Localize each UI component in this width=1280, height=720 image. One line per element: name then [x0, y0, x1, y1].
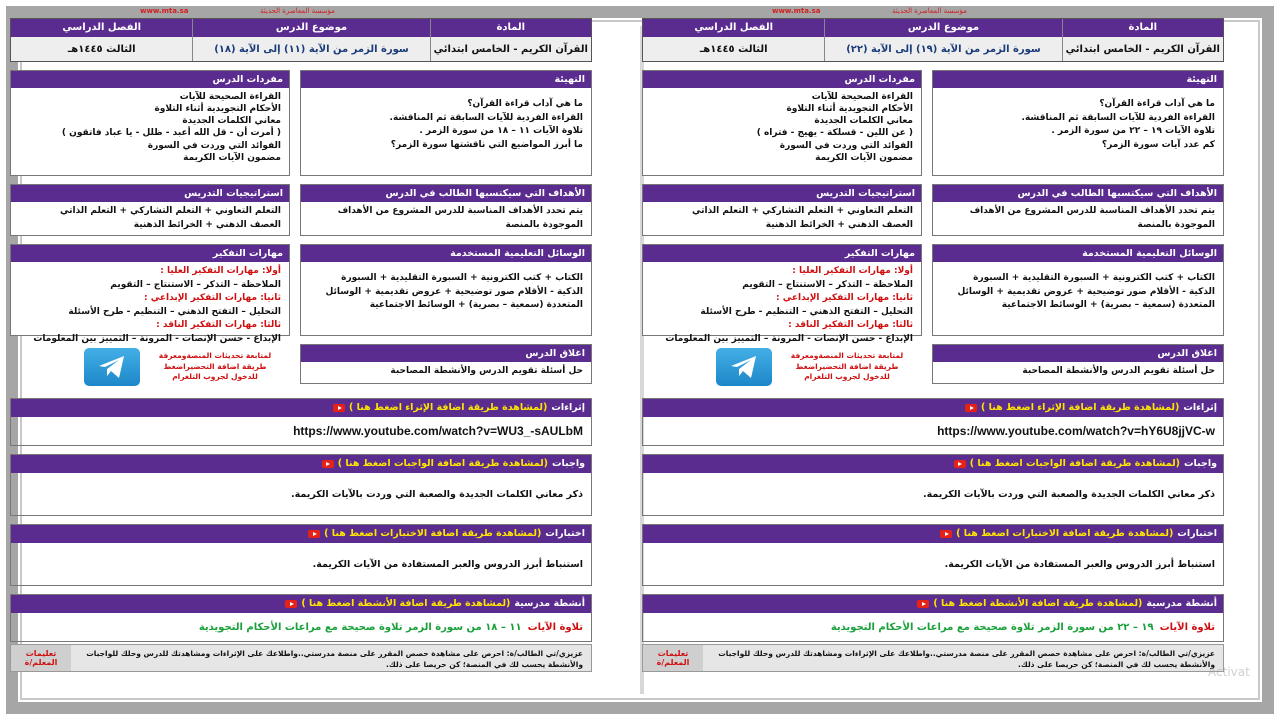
text-line: الأحكام التجويدية أثناء التلاوة [786, 104, 913, 115]
text-line: التعلم التعاوني + التعلم التشاركي + التعلم الذاتي [692, 206, 913, 216]
text-line: لمتابعة تحديثات المنصة [186, 351, 272, 361]
thinking-body [643, 262, 921, 349]
closure-box [300, 344, 592, 384]
thinking-line: ثالثا: مهارات التفكير الناقد : [156, 320, 281, 330]
term-value: الثالث ١٤٤٥هـ [11, 37, 192, 61]
telegram-promo[interactable] [642, 344, 922, 390]
youtube-icon[interactable] [965, 404, 977, 412]
subject-value: القرآن الكريم - الخامس ابتدائي [1063, 37, 1223, 61]
enrichment-section [642, 398, 1224, 446]
enrichment-header[interactable] [643, 399, 1223, 417]
youtube-icon[interactable] [322, 460, 334, 468]
text-line: التعلم التعاوني + التعلم التشاركي + التعلم الذاتي [60, 206, 281, 216]
youtube-icon[interactable] [285, 600, 297, 608]
topic-label: موضوع الدرس [193, 19, 429, 37]
activities-body [11, 613, 591, 641]
enrichment-label: إثراءات [551, 402, 585, 413]
text-line: معاني الكلمات الجديدة [182, 116, 281, 127]
vocab-lines [19, 91, 281, 127]
enrichment-link[interactable]: (لمشاهدة طريقة اضافة الإثراء اضغط هنا ) [981, 402, 1180, 413]
strategies-label: استراتيجيات التدريس [11, 185, 289, 202]
lesson-plan-page-1 [642, 6, 1224, 674]
vocab-box [10, 70, 290, 176]
enrichment-header[interactable] [11, 399, 591, 417]
closure-body: حل أسئلة تقويم الدرس والأنشطة المصاحبة [390, 366, 583, 376]
thinking-line: الملاحظة – التذكر – الاستنتاج – التقويم [110, 279, 281, 290]
homework-body: ذكر معاني الكلمات الجديدة والصعبة التي وردت بالآيات الكريمة. [923, 488, 1215, 500]
text-line: القراءة الفردية للآيات السابقة ثم المناقشة. [389, 112, 583, 123]
text-line: مضمون الآيات الكريمة [183, 152, 281, 163]
thinking-line: الملاحظة – التذكر – الاستنتاج – التقويم [742, 279, 913, 290]
thinking-label: مهارات التفكير [11, 245, 289, 262]
text-line: المتعددة (سمعية – بصرية) + الوسائط الاجتماعية [369, 300, 583, 310]
enrichment-url[interactable]: https://www.youtube.com/watch?v=WU3_-sAULbM [293, 424, 583, 438]
tests-body: استنباط أبرز الدروس والعبر المستفادة من الآيات الكريمة. [944, 558, 1215, 570]
youtube-icon[interactable] [308, 530, 320, 538]
text-line: ما هي آداب قراءة القرآن؟ [1099, 99, 1215, 109]
text-line: واطلاعك على الإثراءات ومشاهدتك للدرس وحلك للواجبات والأنشطة يحسب لك في المنصة؛ كن حريصا على ذلك. [718, 649, 1215, 670]
text-line: العصف الذهني + الخرائط الذهنية [765, 219, 913, 230]
thinking-line: أولا: مهارات التفكير العليا : [792, 266, 913, 276]
tests-label: اختبارات [1177, 528, 1217, 539]
youtube-icon[interactable] [333, 404, 345, 412]
objectives-label: الأهداف التي سيكتسبها الطالب في الدرس [933, 185, 1223, 202]
topic-value: سورة الزمر من الآية (١٩) إلى الآية (٢٢) [825, 37, 1061, 61]
term-column [643, 19, 824, 61]
tests-header[interactable] [11, 525, 591, 543]
aids-label: الوسائل التعليمية المستخدمة [933, 245, 1223, 262]
youtube-icon[interactable] [940, 530, 952, 538]
text-line: مضمون الآيات الكريمة [815, 152, 913, 163]
site-url[interactable]: www.mta.sa [140, 7, 189, 15]
text-line: معاني الكلمات الجديدة [814, 116, 913, 127]
objectives-body [933, 202, 1223, 235]
homework-label: واجبات [552, 458, 585, 469]
closure-label: اغلاق الدرس [933, 345, 1223, 362]
thinking-line: التحليل – التفتح الذهني – التنظيم - طرح الأسئلة [68, 306, 281, 317]
text-line: الذكية - الأقلام صور توضيحية + عروض تقديمية + الوسائل [957, 286, 1215, 297]
activities-body [643, 613, 1223, 641]
activities-section [642, 594, 1224, 642]
vocab-box [642, 70, 922, 176]
warmup-body [933, 88, 1223, 155]
closure-box [932, 344, 1224, 384]
tests-body: استنباط أبرز الدروس والعبر المستفادة من الآيات الكريمة. [312, 558, 583, 570]
header-table [642, 18, 1224, 62]
enrichment-url[interactable]: https://www.youtube.com/watch?v=hY6U8jjVC-w [937, 424, 1215, 438]
text-line: اضغط للدخول لجروب التلغرام [163, 361, 258, 382]
thinking-line: التحليل – التفتح الذهني – التنظيم - طرح الأسئلة [700, 306, 913, 317]
watermark: Activat [1208, 665, 1250, 679]
activities-section [10, 594, 592, 642]
subject-column [1062, 19, 1223, 61]
vocab-lines-2 [19, 140, 281, 164]
text-line: الكتاب + كتب الكترونية + السبورة التقليدية + السبورة [973, 273, 1215, 283]
tests-section [642, 524, 1224, 586]
org-name: مؤسسة المعاصرة الحديثة [892, 7, 967, 15]
term-label: الفصل الدراسي [11, 19, 192, 37]
thinking-body [11, 262, 289, 349]
aids-body [933, 262, 1223, 316]
topic-column [824, 19, 1061, 61]
thinking-line: ثانيا: مهارات التفكير الإبداعي : [776, 293, 913, 303]
homework-link[interactable]: (لمشاهدة طريقة اضافة الواجبات اضغط هنا ) [337, 458, 548, 469]
telegram-icon[interactable] [84, 348, 140, 386]
subject-label: المادة [1063, 19, 1223, 37]
telegram-text [150, 351, 280, 383]
tests-link[interactable]: (لمشاهدة طريقة اضافة الاختبارات اضغط هنا ) [956, 528, 1174, 539]
aids-label: الوسائل التعليمية المستخدمة [301, 245, 591, 262]
strategies-box [10, 184, 290, 236]
subject-label: المادة [431, 19, 591, 37]
closure-label: اغلاق الدرس [301, 345, 591, 362]
left-column [642, 70, 922, 390]
aids-box [300, 244, 592, 336]
strategies-body [11, 202, 289, 235]
text-line: الذكية - الأقلام صور توضيحية + عروض تقديمية + الوسائل [325, 286, 583, 297]
thinking-label: مهارات التفكير [643, 245, 921, 262]
lesson-plan-page-2 [10, 6, 592, 674]
text-line: ما هي آداب قراءة القرآن؟ [467, 99, 583, 109]
warmup-box [932, 70, 1224, 176]
subject-value: القرآن الكريم - الخامس ابتدائي [431, 37, 591, 61]
activity-prefix: تلاوة الآيات [527, 621, 583, 633]
activities-link[interactable]: (لمشاهدة طريقة اضافة الأنشطة اضغط هنا ) [301, 598, 511, 609]
thinking-line: ثانيا: مهارات التفكير الإبداعي : [144, 293, 281, 303]
right-column [300, 70, 592, 390]
objectives-label: الأهداف التي سيكتسبها الطالب في الدرس [301, 185, 591, 202]
aids-box [932, 244, 1224, 336]
closure-body: حل أسئلة تقويم الدرس والأنشطة المصاحبة [1022, 366, 1215, 376]
strategies-box [642, 184, 922, 236]
term-value: الثالث ١٤٤٥هـ [643, 37, 824, 61]
aids-body [301, 262, 591, 316]
thinking-line: الإبداع - حسن الإنصات - المرونة – التمييز بين المعلومات [33, 333, 281, 344]
vocab-lines [651, 91, 913, 127]
vocab-label: مفردات الدرس [11, 71, 289, 88]
strategies-body [643, 202, 921, 235]
org-name: مؤسسة المعاصرة الحديثة [260, 7, 335, 15]
warmup-body [301, 88, 591, 155]
activities-link[interactable]: (لمشاهدة طريقة اضافة الأنشطة اضغط هنا ) [933, 598, 1143, 609]
text-line: عزيزي/تي الطالب/ة: احرص على مشاهدة حصص المقرر على منصة مدرستي.. [929, 649, 1215, 658]
teacher-notes-label: تعليمات المعلم/ة [11, 645, 71, 671]
vocab-lines-2 [651, 140, 913, 164]
warmup-box [300, 70, 592, 176]
tests-link[interactable]: (لمشاهدة طريقة اضافة الاختبارات اضغط هنا ) [324, 528, 542, 539]
strategies-label: استراتيجيات التدريس [643, 185, 921, 202]
youtube-icon[interactable] [917, 600, 929, 608]
tests-label: اختبارات [545, 528, 585, 539]
text-line: واطلاعك على الإثراءات ومشاهدتك للدرس وحلك للواجبات والأنشطة يحسب لك في المنصة؛ كن حريصا على ذلك. [86, 649, 583, 670]
vocab-body [643, 88, 921, 167]
topic-label: موضوع الدرس [825, 19, 1061, 37]
vocab-body [11, 88, 289, 167]
text-line: الأحكام التجويدية أثناء التلاوة [154, 104, 281, 115]
telegram-promo[interactable] [10, 344, 290, 390]
top-strip [10, 6, 592, 18]
telegram-text [782, 351, 912, 383]
homework-section [642, 454, 1224, 516]
subject-column [430, 19, 591, 61]
text-line: ومعرفة طريقة اضافة التحضير [158, 351, 267, 371]
text-line: العصف الذهني + الخرائط الذهنية [133, 219, 281, 230]
teacher-notes-label: تعليمات المعلم/ة [643, 645, 703, 671]
activities-label: أنشطة مدرسية [514, 598, 585, 609]
term-column [11, 19, 192, 61]
telegram-icon[interactable] [716, 348, 772, 386]
homework-header[interactable] [11, 455, 591, 473]
objectives-box [300, 184, 592, 236]
text-line: الموجودة بالمنصة [505, 219, 583, 230]
footer-text [703, 645, 1223, 671]
text-line: الفوائد التي وردت في السورة [147, 140, 281, 151]
text-line: الموجودة بالمنصة [1137, 219, 1215, 230]
text-line: ومعرفة طريقة اضافة التحضير [790, 351, 899, 371]
term-label: الفصل الدراسي [643, 19, 824, 37]
vocab-words: ( عن اللين - قسلكة - يهيج - فتراه ) [756, 128, 913, 139]
warmup-label: التهيئة [933, 71, 1223, 88]
enrichment-section [10, 398, 592, 446]
thinking-line: الإبداع - حسن الإنصات - المرونة – التمييز بين المعلومات [665, 333, 913, 344]
teacher-footer [10, 644, 592, 672]
enrichment-label: إثراءات [1183, 402, 1217, 413]
thinking-line: أولا: مهارات التفكير العليا : [160, 266, 281, 276]
objectives-box [932, 184, 1224, 236]
text-line: تلاوة الآيات ١١ – ١٨ من سورة الزمر . [419, 126, 583, 136]
thinking-box [10, 244, 290, 344]
teacher-footer [642, 644, 1224, 672]
activity-text: ١١ – ١٨ من سورة الزمر تلاوة صحيحة مع مراعات الأحكام التجويدية [198, 621, 522, 633]
text-line: لمتابعة تحديثات المنصة [818, 351, 904, 361]
tests-header[interactable] [643, 525, 1223, 543]
left-column [10, 70, 290, 390]
topic-value: سورة الزمر من الآية (١١) إلى الآية (١٨) [193, 37, 429, 61]
homework-body: ذكر معاني الكلمات الجديدة والصعبة التي وردت بالآيات الكريمة. [291, 488, 583, 500]
top-strip [642, 6, 1224, 18]
two-column-section [10, 70, 592, 390]
text-line: القراءة الفردية للآيات السابقة ثم المناقشة. [1021, 112, 1215, 123]
activities-label: أنشطة مدرسية [1146, 598, 1217, 609]
activities-header[interactable] [643, 595, 1223, 613]
tests-section [10, 524, 592, 586]
homework-label: واجبات [1184, 458, 1217, 469]
text-line: المتعددة (سمعية – بصرية) + الوسائط الاجتماعية [1001, 300, 1215, 310]
text-line: القراءة الصحيحة للآيات [811, 92, 913, 102]
activity-prefix: تلاوة الآيات [1159, 621, 1215, 633]
text-line: الكتاب + كتب الكترونية + السبورة التقليدية + السبورة [341, 273, 583, 283]
footer-text [71, 645, 591, 671]
text-line: اضغط للدخول لجروب التلغرام [795, 361, 890, 382]
homework-link[interactable]: (لمشاهدة طريقة اضافة الواجبات اضغط هنا ) [969, 458, 1180, 469]
text-line: يتم تحدد الأهداف المناسبة للدرس المشروع من الأهداف [337, 206, 583, 216]
text-line: ما أبرز المواضيع التي ناقشتها سورة الزمر؟ [390, 139, 583, 150]
homework-header[interactable] [643, 455, 1223, 473]
enrichment-link[interactable]: (لمشاهدة طريقة اضافة الإثراء اضغط هنا ) [349, 402, 548, 413]
homework-section [10, 454, 592, 516]
two-column-section [642, 70, 1224, 390]
right-column [932, 70, 1224, 390]
text-line: عزيزي/تي الطالب/ة: احرص على مشاهدة حصص المقرر على منصة مدرستي.. [297, 649, 583, 658]
text-line: القراءة الصحيحة للآيات [179, 92, 281, 102]
topic-column [192, 19, 429, 61]
vocab-label: مفردات الدرس [643, 71, 921, 88]
youtube-icon[interactable] [954, 460, 966, 468]
activities-header[interactable] [11, 595, 591, 613]
vocab-words: ( أمرت أن - قل الله أعبد - ظلل - يا عباد فاتقون ) [61, 128, 281, 139]
text-line: تلاوة الآيات ١٩ – ٢٢ من سورة الزمر . [1051, 126, 1215, 136]
text-line: الفوائد التي وردت في السورة [779, 140, 913, 151]
text-line: يتم تحدد الأهداف المناسبة للدرس المشروع من الأهداف [969, 206, 1215, 216]
thinking-box [642, 244, 922, 344]
warmup-label: التهيئة [301, 71, 591, 88]
thinking-line: ثالثا: مهارات التفكير الناقد : [788, 320, 913, 330]
site-url[interactable]: www.mta.sa [772, 7, 821, 15]
activity-text: ١٩ – ٢٢ من سورة الزمر تلاوة صحيحة مع مراعات الأحكام التجويدية [830, 621, 1154, 633]
objectives-body [301, 202, 591, 235]
header-table [10, 18, 592, 62]
text-line: كم عدد آيات سورة الزمر؟ [1101, 139, 1215, 150]
